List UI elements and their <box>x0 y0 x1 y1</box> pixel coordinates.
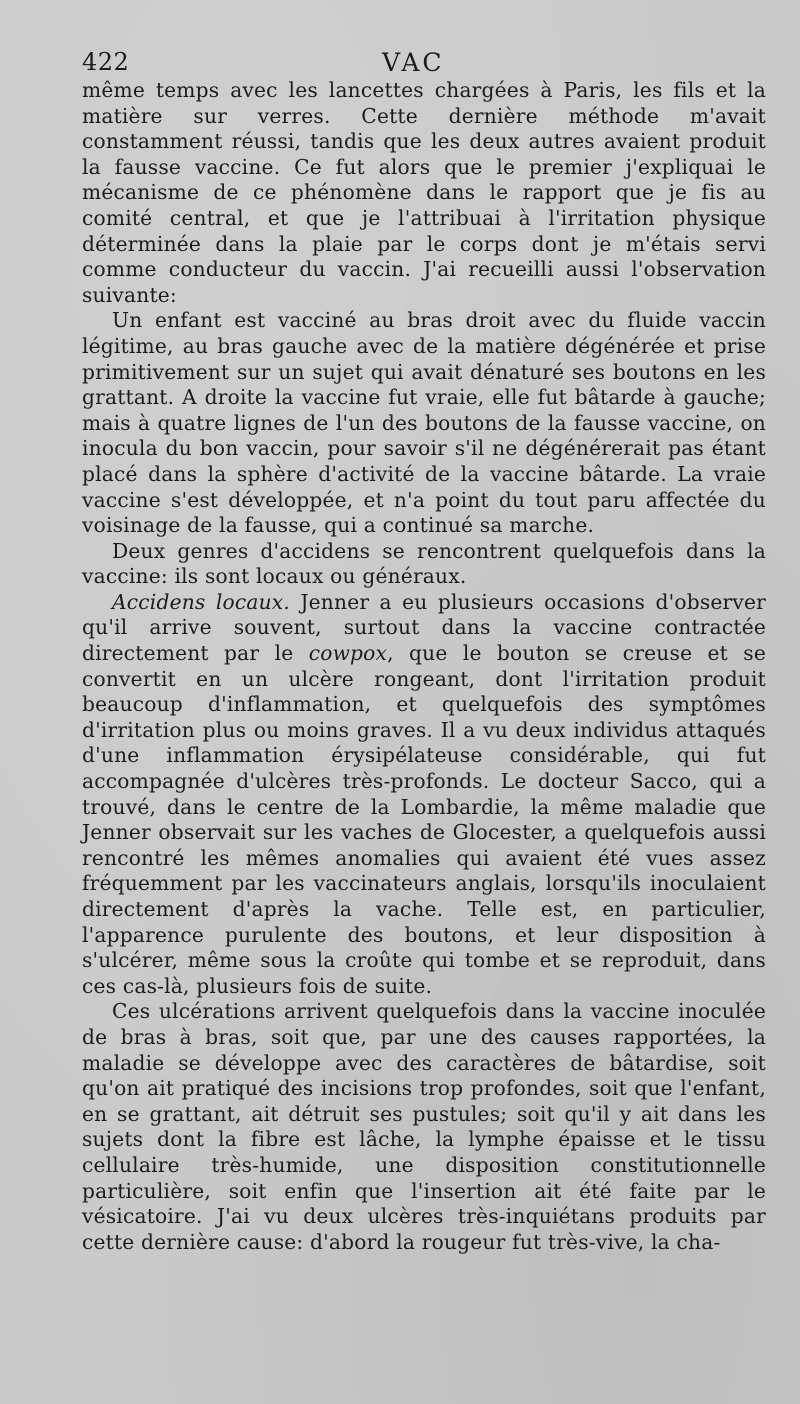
paragraph-text: Jenner a eu plusieurs occasions d'observer qu'il arrive souvent, surtout dans la vaccine contractée directement par le <box>82 589 766 666</box>
body-text <box>82 78 766 1255</box>
section-lead-heading: Accidens locaux. <box>112 589 290 614</box>
page-header <box>82 48 766 78</box>
running-head: VAC <box>382 48 445 77</box>
paragraph-ulcerations: Ces ulcérations arrivent quelquefois dans la vaccine inoculée de bras à bras, soit que, par une des causes rapportées, la maladie se développe avec des caractères de bâtardise, soit qu'on ait pratiqué des incisions trop profondes, soit que l'enfant, en se grattant, ait détruit ses pustules; soit qu'il y ait dans les sujets dont la fibre est lâche, la lymphe épaisse et le tissu cellulaire très-humide, une disposition constitutionnelle particulière, soit enfin que l'insertion ait été faite par le vésicatoire. J'ai vu deux ulcères très-inquiétans produits par cette dernière cause: d'abord la rougeur fut très-vive, la cha- <box>82 999 766 1254</box>
italic-term: cowpox <box>308 641 388 666</box>
paragraph-text: , que le bouton se creuse et se convertit en un ulcère rongeant, dont l'irritation produit beaucoup d'inflammation, et quelquefois des symptômes d'irritation plus ou moins graves. Il a vu deux individus attaqués d'une inflammation érysipélateuse considérable, qui fut accompagnée d'ulcères très-profonds. Le docteur Sacco, qui a trouvé, dans le centre de la Lombardie, la même maladie que Jenner observait sur les vaches de Glocester, a quelquefois aussi rencontré les mêmes anomalies qui avaient été vues assez fréquemment par les vaccinateurs anglais, lorsqu'ils inoculaient directement d'après la vache. Telle est, en particulier, l'apparence purulente des boutons, et leur disposition à s'ulcérer, même sous la croûte qui tombe et se reproduit, dans ces cas-là, plusieurs fois de suite. <box>82 641 767 998</box>
paragraph-accident-types: Deux genres d'accidens se rencontrent quelquefois dans la vaccine: ils sont locaux ou généraux. <box>82 538 766 589</box>
page-number: 422 <box>82 48 130 76</box>
paragraph-observation: Un enfant est vacciné au bras droit avec du fluide vaccin légitime, au bras gauche avec de la matière dégénérée et prise primitivement sur un sujet qui avait dénaturé ses boutons en les grattant. A droite la vaccine fut vraie, elle fut bâtarde à gauche; mais à quatre lignes de l'un des boutons de la fausse vaccine, on inocula du bon vaccin, pour savoir s'il ne dégénérerait pas étant placé dans la sphère d'activité de la vaccine bâtarde. La vraie vaccine s'est développée, et n'a point du tout paru affectée du voisinage de la fausse, qui a continué sa marche. <box>82 308 766 538</box>
paragraph-local-accidents <box>82 590 766 1000</box>
paragraph-continued: même temps avec les lancettes chargées à Paris, les fils et la matière sur verres. Cette dernière méthode m'avait constamment réussi, tandis que les deux autres avaient produit la fausse vaccine. Ce fut alors que le premier j'expliquai le mécanisme de ce phénomène dans le rapport que je fis au comité central, et que je l'attribuai à l'irritation physique déterminée dans la plaie par le corps dont je m'étais servi comme conducteur du vaccin. J'ai recueilli aussi l'observation suivante: <box>82 78 766 307</box>
